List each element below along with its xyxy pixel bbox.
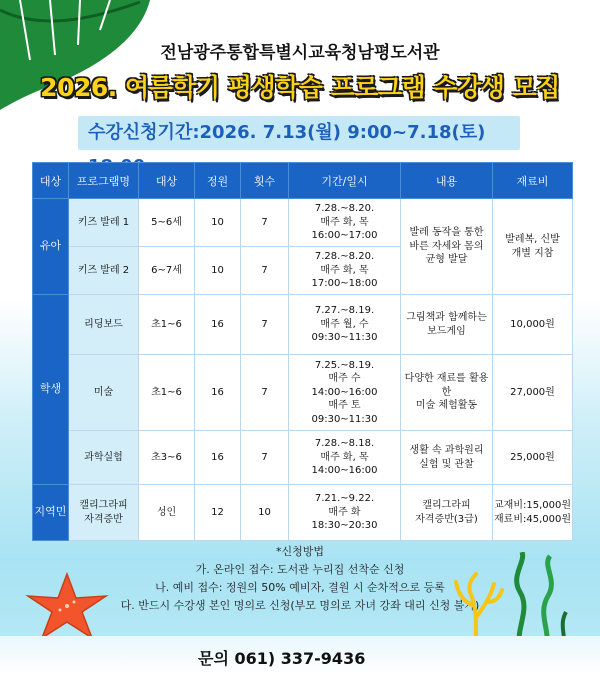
capacity: 10 [195, 199, 241, 247]
session-count: 7 [241, 199, 289, 247]
page-title: 2026. 여름학기 평생학습 프로그램 수강생 모집 [40, 73, 560, 102]
group-label-student: 학생 [33, 295, 69, 485]
application-line: 다. 반드시 수강생 본인 명의로 신청(부모 명의로 자녀 강좌 대리 신청 불가) [120, 599, 480, 612]
program-name: 리딩보드 [69, 295, 139, 355]
capacity: 16 [195, 431, 241, 485]
schedule: 7.27.~8.19. 매주 월, 수 09:30~11:30 [289, 295, 401, 355]
group-label-infant: 유아 [33, 199, 69, 295]
column-header: 프로그램명 [69, 163, 139, 199]
schedule: 7.28.~8.20. 매주 화, 목 17:00~18:00 [289, 247, 401, 295]
capacity: 16 [195, 295, 241, 355]
material-fee: 발레복, 신발 개별 지참 [493, 199, 573, 295]
column-header: 재료비 [493, 163, 573, 199]
schedule: 7.28.~8.18. 매주 화, 목 14:00~16:00 [289, 431, 401, 485]
target-age: 성인 [139, 485, 195, 541]
registration-period: 수강신청기간:2026. 7.13(월) 9:00~7.18(토) [78, 116, 520, 150]
program-name: 미술 [69, 355, 139, 431]
table-row [33, 295, 573, 355]
material-fee: 10,000원 [493, 295, 573, 355]
program-content: 그림책과 함께하는 보드게임 [401, 295, 493, 355]
schedule: 7.28.~8.20. 매주 화, 목 16:00~17:00 [289, 199, 401, 247]
capacity: 10 [195, 247, 241, 295]
coral-icon [448, 572, 504, 636]
table-header-row [33, 163, 573, 199]
table-row [33, 485, 573, 541]
schedule: 7.21.~9.22. 매주 화 18:30~20:30 [289, 485, 401, 541]
target-age: 5~6세 [139, 199, 195, 247]
session-count: 10 [241, 485, 289, 541]
application-title: *신청방법 [275, 545, 324, 558]
schedule: 7.25.~8.19. 매주 수 14:00~16:00 매주 토 09:30~11:30 [289, 355, 401, 431]
starfish-icon [24, 572, 110, 642]
target-age: 6~7세 [139, 247, 195, 295]
column-header: 횟수 [241, 163, 289, 199]
target-age: 초1~6 [139, 295, 195, 355]
program-table [32, 162, 573, 541]
column-header: 내용 [401, 163, 493, 199]
program-content: 발레 동작을 통한 바른 자세와 몸의 균형 발달 [401, 199, 493, 295]
contact-phone: 문의 061) 337-9436 [198, 649, 366, 668]
program-name: 키즈 발레 2 [69, 247, 139, 295]
material-fee: 27,000원 [493, 355, 573, 431]
organization-name: 전남광주통합특별시교육청남평도서관 [160, 43, 440, 63]
session-count: 7 [241, 355, 289, 431]
program-name: 캘리그라피 자격증반 [69, 485, 139, 541]
program-name: 과학실험 [69, 431, 139, 485]
application-line: 가. 온라인 접수: 도서관 누리집 선착순 신청 [195, 563, 405, 576]
program-content: 다양한 재료를 활용한 미술 체험활동 [401, 355, 493, 431]
capacity: 16 [195, 355, 241, 431]
session-count: 7 [241, 431, 289, 485]
table-row [33, 431, 573, 485]
table-row [33, 355, 573, 431]
group-label-resident: 지역민 [33, 485, 69, 541]
program-content: 캘리그라피 자격증반(3급) [401, 485, 493, 541]
column-header: 정원 [195, 163, 241, 199]
program-content: 생활 속 과학원리 실험 및 관찰 [401, 431, 493, 485]
column-header: 기간/일시 [289, 163, 401, 199]
target-age: 초1~6 [139, 355, 195, 431]
session-count: 7 [241, 247, 289, 295]
program-name: 키즈 발레 1 [69, 199, 139, 247]
application-line: 나. 예비 접수: 정원의 50% 예비자, 결원 시 순차적으로 등록 [155, 581, 445, 594]
column-header: 대상 [33, 163, 69, 199]
column-header: 대상 [139, 163, 195, 199]
target-age: 초3~6 [139, 431, 195, 485]
material-fee: 교재비:15,000원 재료비:45,000원 [493, 485, 573, 541]
table-row [33, 199, 573, 247]
session-count: 7 [241, 295, 289, 355]
capacity: 12 [195, 485, 241, 541]
material-fee: 25,000원 [493, 431, 573, 485]
